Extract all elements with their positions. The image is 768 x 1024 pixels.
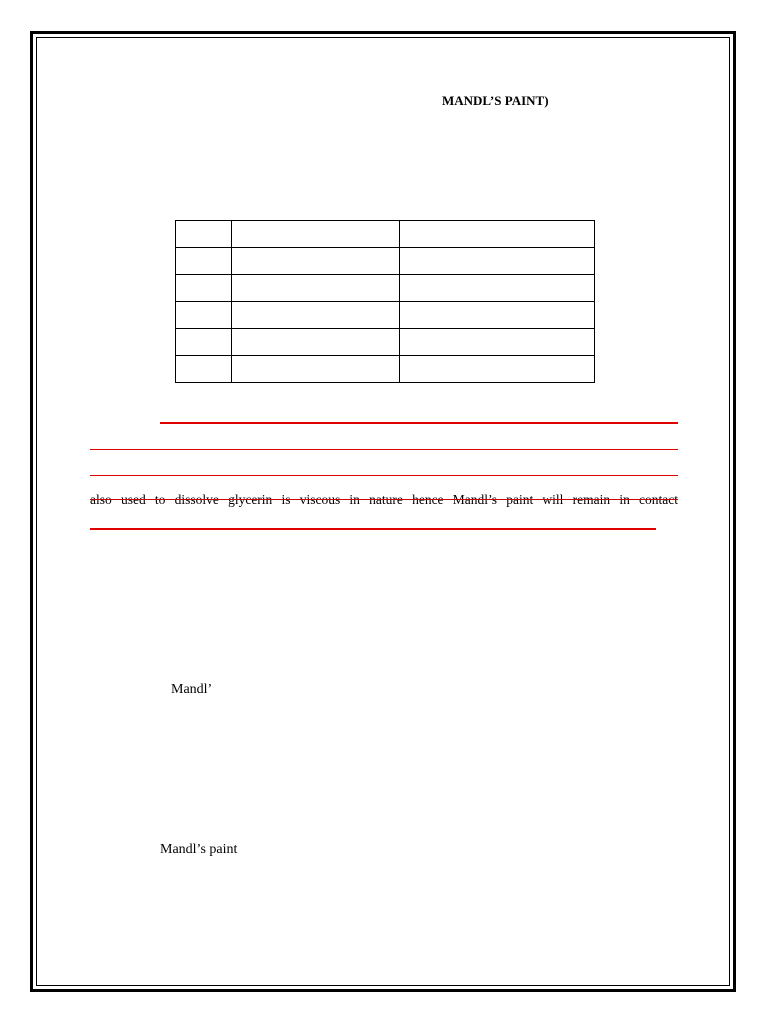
revision-line — [90, 449, 678, 450]
table-cell — [400, 329, 595, 356]
table-row — [176, 221, 595, 248]
table-cell — [176, 302, 232, 329]
table-cell — [176, 248, 232, 275]
table-cell — [400, 275, 595, 302]
table-cell — [232, 356, 400, 383]
table-cell — [176, 275, 232, 302]
table-row — [176, 329, 595, 356]
table-cell — [232, 329, 400, 356]
revision-line — [90, 528, 656, 530]
revision-line — [160, 422, 678, 424]
empty-table — [175, 220, 595, 383]
table-cell — [232, 221, 400, 248]
table-row — [176, 356, 595, 383]
table-row — [176, 275, 595, 302]
table-cell — [176, 329, 232, 356]
table-cell — [232, 275, 400, 302]
struck-through-sentence: also used to dissolve glycerin is viscous in nature hence Mandl’s paint will remain in contact — [90, 492, 678, 507]
table-cell — [400, 302, 595, 329]
table-cell — [400, 248, 595, 275]
table-row — [176, 248, 595, 275]
table-cell — [232, 302, 400, 329]
text-fragment: Mandl’ — [171, 682, 213, 697]
table-cell — [176, 221, 232, 248]
revision-line — [90, 475, 678, 476]
table-cell — [400, 356, 595, 383]
text-fragment: Mandl’s paint — [160, 842, 238, 857]
table-row — [176, 302, 595, 329]
page-border-inner — [36, 37, 730, 986]
table-cell — [176, 356, 232, 383]
table-body — [176, 221, 595, 383]
table-cell — [400, 221, 595, 248]
document-title: MANDL’S PAINT) — [442, 93, 549, 108]
table-cell — [232, 248, 400, 275]
